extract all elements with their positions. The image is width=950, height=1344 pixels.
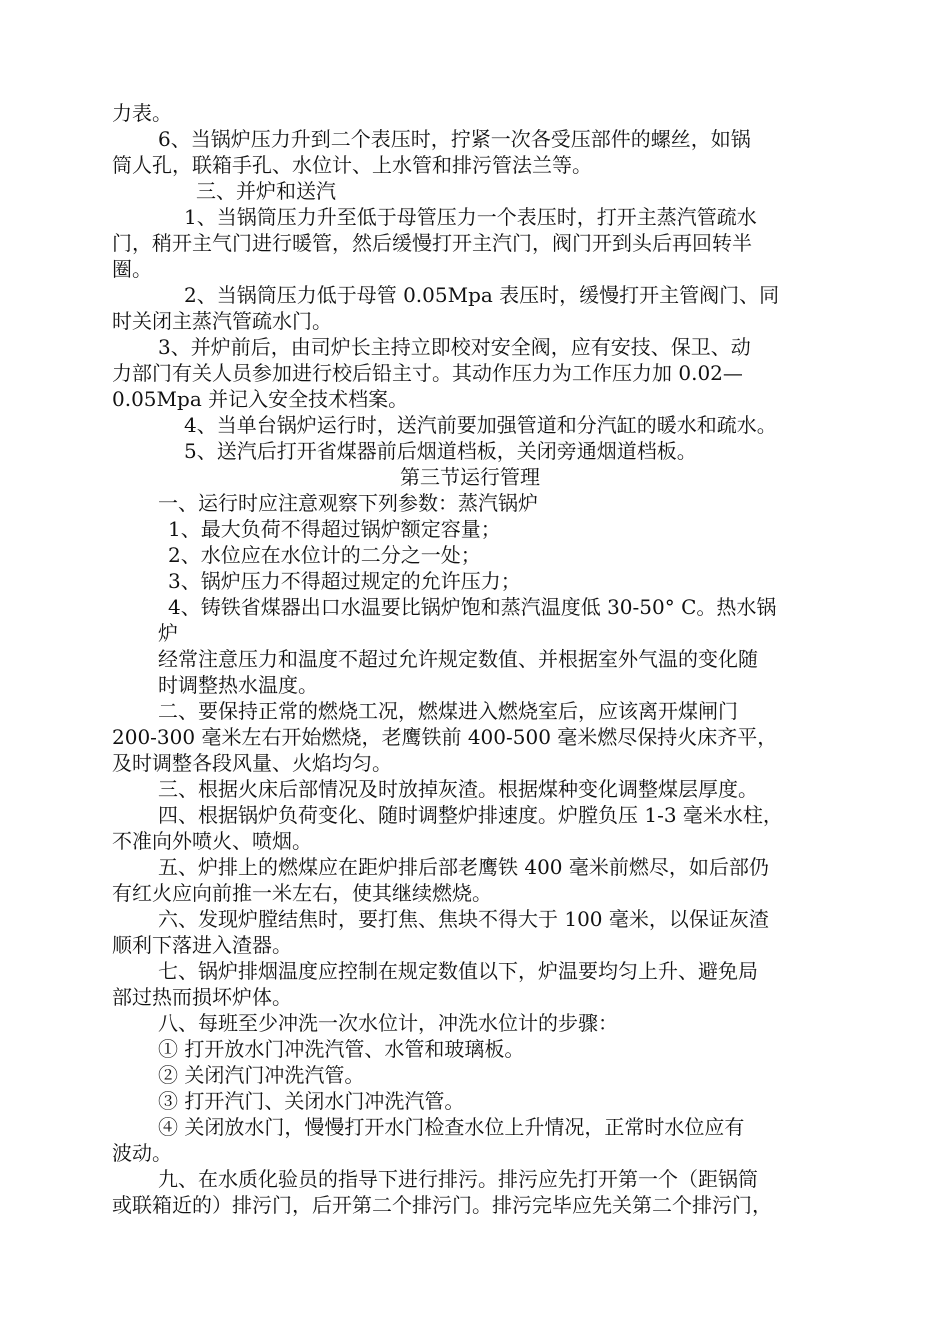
text-line: 不准向外喷火、喷烟。 — [112, 829, 312, 853]
text-line: 经常注意压力和温度不超过允许规定数值、并根据室外气温的变化随 — [158, 647, 758, 671]
text-line: 门，稍开主气门进行暖管，然后缓慢打开主汽门，阀门开到头后再回转半 — [112, 231, 752, 255]
text-line: 炉 — [158, 621, 178, 645]
text-line: ① 打开放水门冲洗汽管、水管和玻璃板。 — [158, 1037, 525, 1061]
text-line: 3、锅炉压力不得超过规定的允许压力； — [168, 569, 521, 593]
text-line: 2、当锅筒压力低于母管 0.05Mpa 表压时，缓慢打开主管阀门、同 — [184, 283, 780, 307]
text-line: 200-300 毫米左右开始燃烧，老鹰铁前 400-500 毫米燃尽保持火床齐平， — [112, 725, 778, 749]
text-line: 2、水位应在水位计的二分之一处； — [168, 543, 481, 567]
text-line: 时关闭主蒸汽管疏水门。 — [112, 309, 332, 333]
text-line: 有红火应向前推一米左右，使其继续燃烧。 — [112, 881, 492, 905]
text-line: ② 关闭汽门冲洗汽管。 — [158, 1063, 365, 1087]
document-body — [112, 100, 840, 1218]
text-line: 部过热而损坏炉体。 — [112, 985, 292, 1009]
text-line: 4、铸铁省煤器出口水温要比锅炉饱和蒸汽温度低 30-50° C。热水锅 — [168, 595, 777, 619]
text-line: 波动。 — [112, 1141, 172, 1165]
text-line: 三、并炉和送汽 — [196, 179, 336, 203]
text-line: 1、当锅筒压力升至低于母管压力一个表压时，打开主蒸汽管疏水 — [184, 205, 757, 229]
text-line: 五、炉排上的燃煤应在距炉排后部老鹰铁 400 毫米前燃尽，如后部仍 — [158, 855, 769, 879]
text-line: 6、当锅炉压力升到二个表压时，拧紧一次各受压部件的螺丝，如锅 — [158, 127, 751, 151]
text-line: 九、在水质化验员的指导下进行排污。排污应先打开第一个（距锅筒 — [158, 1167, 758, 1191]
text-line: 或联箱近的）排污门，后开第二个排污门。排污完毕应先关第二个排污门， — [112, 1193, 772, 1217]
text-line: 力表。 — [112, 101, 172, 125]
text-line: 1、最大负荷不得超过锅炉额定容量； — [168, 517, 501, 541]
text-line: 六、发现炉膛结焦时，要打焦、焦块不得大于 100 毫米，以保证灰渣 — [158, 907, 769, 931]
text-line: 时调整热水温度。 — [158, 673, 318, 697]
text-line: 3、并炉前后，由司炉长主持立即校对安全阀，应有安技、保卫、动 — [158, 335, 751, 359]
text-line: 一、运行时应注意观察下列参数：蒸汽锅炉 — [158, 491, 538, 515]
text-line: 顺利下落进入渣器。 — [112, 933, 292, 957]
text-line: 5、送汽后打开省煤器前后烟道档板，关闭旁通烟道档板。 — [184, 439, 697, 463]
section-heading: 第三节运行管理 — [400, 465, 540, 489]
text-line: 4、当单台锅炉运行时，送汽前要加强管道和分汽缸的暖水和疏水。 — [184, 413, 777, 437]
text-line: 二、要保持正常的燃烧工况，燃煤进入燃烧室后，应该离开煤闸门 — [158, 699, 738, 723]
text-line: ③ 打开汽门、关闭水门冲洗汽管。 — [158, 1089, 465, 1113]
text-line: 七、锅炉排烟温度应控制在规定数值以下，炉温要均匀上升、避免局 — [158, 959, 758, 983]
text-line: 筒人孔，联箱手孔、水位计、上水管和排污管法兰等。 — [112, 153, 592, 177]
text-line: 八、每班至少冲洗一次水位计，冲洗水位计的步骤： — [158, 1011, 618, 1035]
text-line: 力部门有关人员参加进行校后铅主寸。其动作压力为工作压力加 0.02— — [112, 361, 743, 385]
text-line: 三、根据火床后部情况及时放掉灰渣。根据煤种变化调整煤层厚度。 — [158, 777, 758, 801]
text-line: 四、根据锅炉负荷变化、随时调整炉排速度。炉膛负压 1-3 毫米水柱， — [158, 803, 783, 827]
text-line: 及时调整各段风量、火焰均匀。 — [112, 751, 392, 775]
text-line: 0.05Mpa 并记入安全技术档案。 — [112, 387, 409, 411]
text-line: ④ 关闭放水门，慢慢打开水门检查水位上升情况，正常时水位应有 — [158, 1115, 745, 1139]
text-line: 圈。 — [112, 257, 152, 281]
